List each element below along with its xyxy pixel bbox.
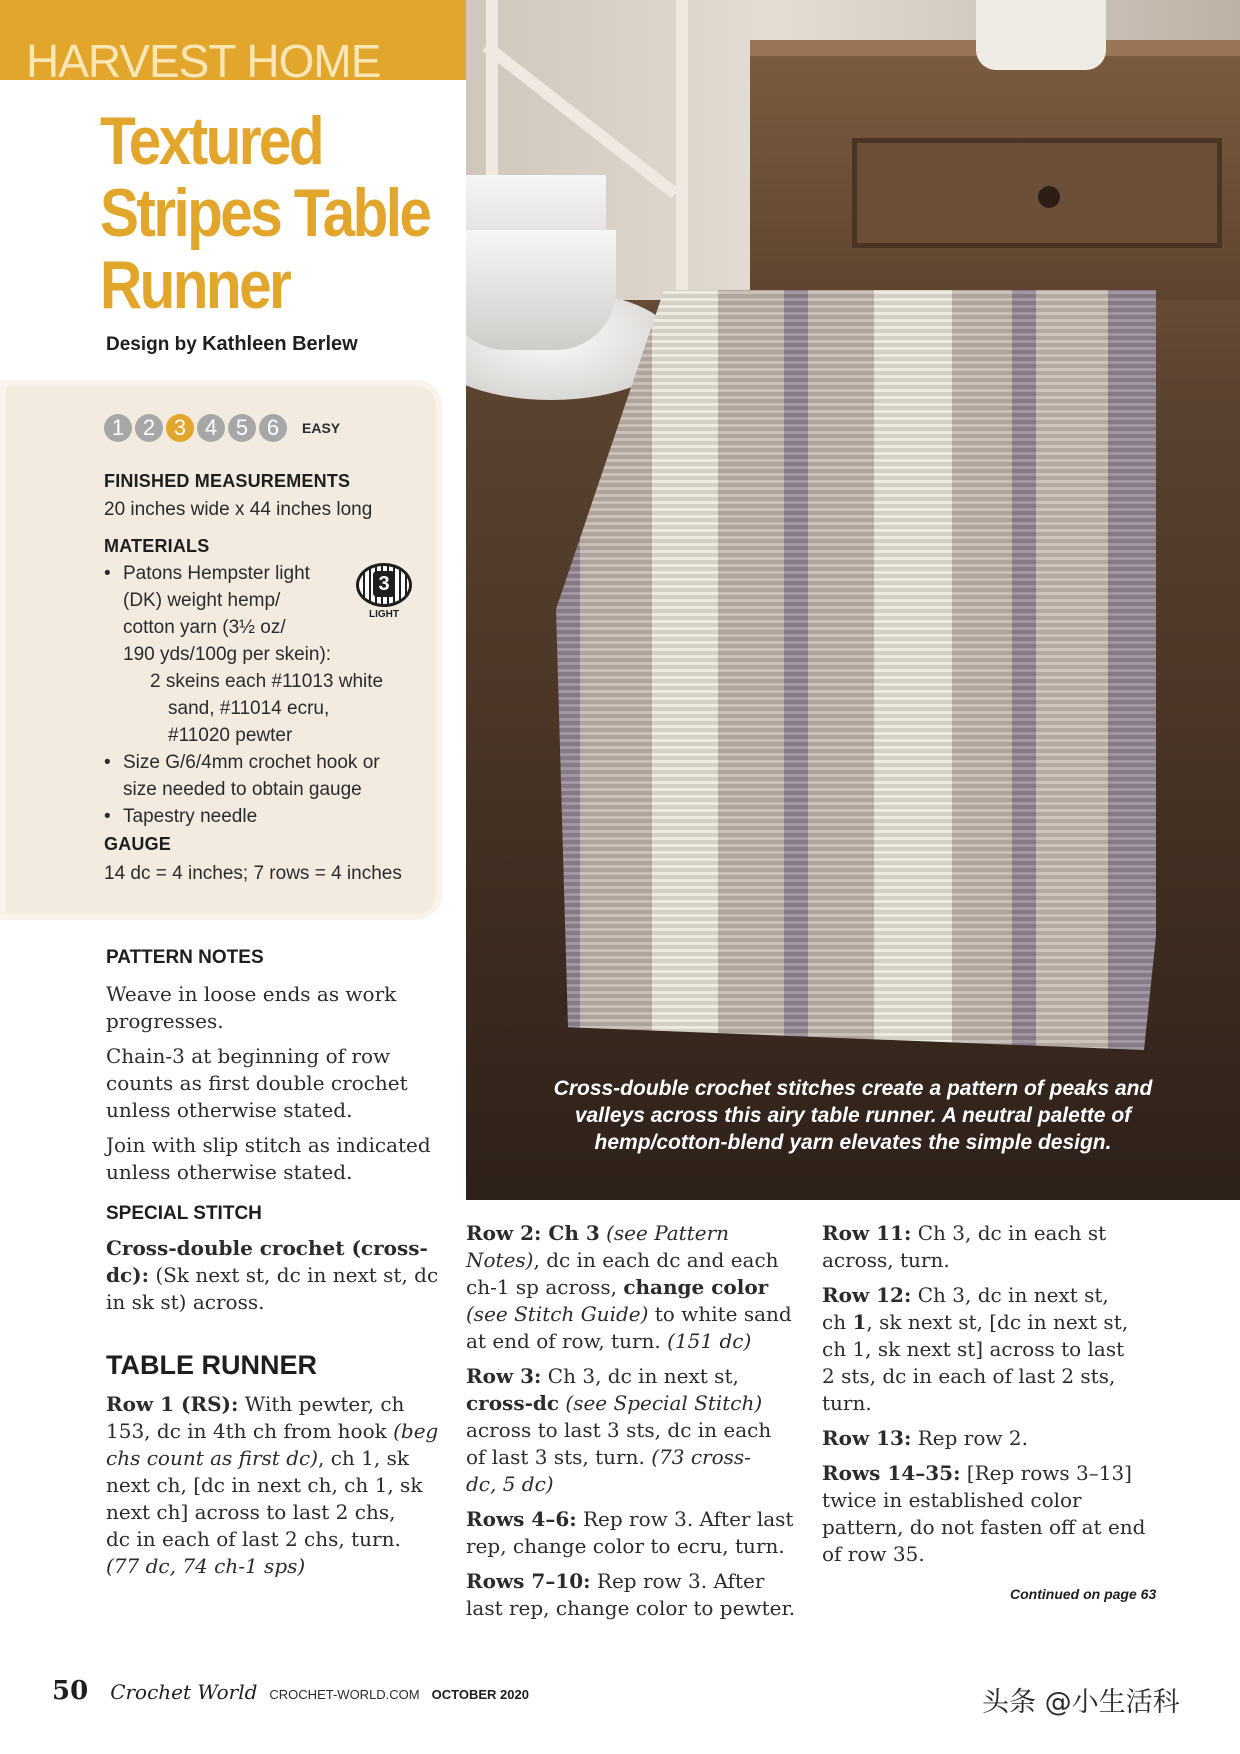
material-needle xyxy=(104,803,404,830)
continued-link[interactable]: Continued on page 63 xyxy=(1010,1586,1157,1602)
yarn-weight-label: LIGHT xyxy=(369,609,399,620)
yarn-weight-icon xyxy=(352,563,416,623)
material-line: Tapestry needle xyxy=(123,806,258,827)
row-2-instructions: Row 2: Ch 3 (see Pattern Notes), dc in each dc and each ch-1 sp across, change color (see Stitch Guide) to white sand at end of row, turn. (151 dc) xyxy=(466,1221,792,1353)
magazine-name: Crochet World xyxy=(110,1680,258,1704)
title-line-1: Textured xyxy=(100,103,323,179)
material-line: Size G/6/4mm crochet hook or xyxy=(123,752,380,773)
gauge-heading: GAUGE xyxy=(104,834,172,854)
material-hook xyxy=(104,749,404,776)
gauge-text: 14 dc = 4 inches; 7 rows = 4 inches xyxy=(104,863,402,884)
table-runner-heading: TABLE RUNNER xyxy=(106,1350,317,1380)
materials-heading: MATERIALS xyxy=(104,536,210,556)
photo-drawer-knob xyxy=(1038,186,1060,208)
material-line: (DK) weight hemp/ xyxy=(123,590,281,611)
column-1 xyxy=(106,944,446,1588)
caption-line: valleys across this airy table runner. A neutral palette of xyxy=(574,1104,1132,1127)
title-line-3: Runner xyxy=(100,247,290,323)
note-paragraph: Weave in loose ends as work progresses. xyxy=(106,982,397,1033)
designer-name: Kathleen Berlew xyxy=(202,333,358,355)
photo-vase xyxy=(976,0,1106,70)
material-line: 2 skeins each #11013 white xyxy=(150,671,384,692)
skill-level-6: 6 xyxy=(259,414,287,442)
byline-prefix: Design by xyxy=(106,334,197,355)
row-11-instructions: Row 11: Ch 3, dc in each st across, turn. xyxy=(822,1221,1107,1272)
row-12-instructions: Row 12: Ch 3, dc in next st, ch 1, sk next st, [dc in next st, ch 1, sk next st] across to last 2 sts, dc in each of last 2 sts, turn. xyxy=(822,1283,1129,1415)
rows-4-6-instructions: Rows 4–6: Rep row 3. After last rep, change color to ecru, turn. xyxy=(466,1507,794,1558)
note-paragraph: Join with slip stitch as indicated unless otherwise stated. xyxy=(106,1133,431,1184)
material-line: #11020 pewter xyxy=(168,725,293,746)
skill-level-3: 3 xyxy=(166,414,194,442)
skill-level-5: 5 xyxy=(228,414,256,442)
watermark: 头条 @小生活科 xyxy=(982,1687,1180,1718)
photo-caption xyxy=(466,1075,1240,1156)
magazine-website[interactable]: CROCHET-WORLD.COM xyxy=(269,1687,420,1702)
skill-level-label: EASY xyxy=(302,420,341,436)
special-stitch-definition: Cross-double crochet (cross- dc): (Sk next st, dc in next st, dc in sk st) across. xyxy=(106,1236,439,1314)
pattern-notes-heading: PATTERN NOTES xyxy=(106,947,264,968)
column-2 xyxy=(466,1220,806,1630)
measurements-heading: FINISHED MEASUREMENTS xyxy=(104,471,351,491)
pattern-title xyxy=(100,103,430,323)
photo-bowl xyxy=(466,230,616,350)
section-banner xyxy=(0,0,466,80)
section-title: HARVEST HOME xyxy=(26,35,381,80)
row-13-instructions: Row 13: Rep row 2. xyxy=(822,1426,1028,1450)
material-line: sand, #11014 ecru, xyxy=(168,698,330,719)
special-stitch-heading: SPECIAL STITCH xyxy=(106,1203,262,1224)
row-3-instructions: Row 3: Ch 3, dc in next st, cross-dc (see Special Stitch) across to last 3 sts, dc in each of last 3 sts, turn. (73 cross- dc, 5 dc) xyxy=(466,1364,772,1496)
skill-level-4: 4 xyxy=(197,414,225,442)
rows-14-35-instructions: Rows 14–35: [Rep rows 3–13] twice in established color pattern, do not fasten off at end of row 35. xyxy=(822,1461,1146,1566)
photo-drawer xyxy=(852,138,1222,248)
skill-level-scale xyxy=(104,414,340,442)
measurements-text: 20 inches wide x 44 inches long xyxy=(104,499,373,520)
skill-level-2: 2 xyxy=(135,414,163,442)
table-runner-photo xyxy=(466,0,1240,1200)
row-1-instructions: Row 1 (RS): With pewter, ch 153, dc in 4th ch from hook (beg chs count as first dc), ch 1, sk next ch, [dc in next ch, ch 1, sk next ch] across to last 2 chs, dc in each of last 2 chs, turn. (77 dc, 74 ch-1 sps) xyxy=(106,1392,439,1578)
rows-7-10-instructions: Rows 7–10: Rep row 3. After last rep, change color to pewter. xyxy=(466,1569,796,1620)
note-paragraph: Chain-3 at beginning of row counts as first double crochet unless otherwise stated. xyxy=(106,1044,408,1122)
page-footer xyxy=(52,1676,529,1710)
page-number: 50 xyxy=(52,1676,89,1706)
caption-line: hemp/cotton-blend yarn elevates the simple design. xyxy=(594,1131,1112,1154)
material-line: Patons Hempster light xyxy=(123,563,310,584)
byline xyxy=(106,333,358,356)
issue-date: OCTOBER 2020 xyxy=(431,1687,529,1702)
photo-runner-texture xyxy=(556,290,1156,1050)
caption-line: Cross-double crochet stitches create a pattern of peaks and xyxy=(553,1077,1153,1100)
material-line: cotton yarn (3½ oz/ xyxy=(123,617,286,638)
title-line-2: Stripes Table xyxy=(100,175,430,251)
material-line: 190 yds/100g per skein): xyxy=(123,644,332,665)
column-3 xyxy=(822,1220,1172,1576)
yarn-weight-number: 3 xyxy=(373,571,395,597)
material-line: size needed to obtain gauge xyxy=(123,779,362,800)
skill-level-1: 1 xyxy=(104,414,132,442)
